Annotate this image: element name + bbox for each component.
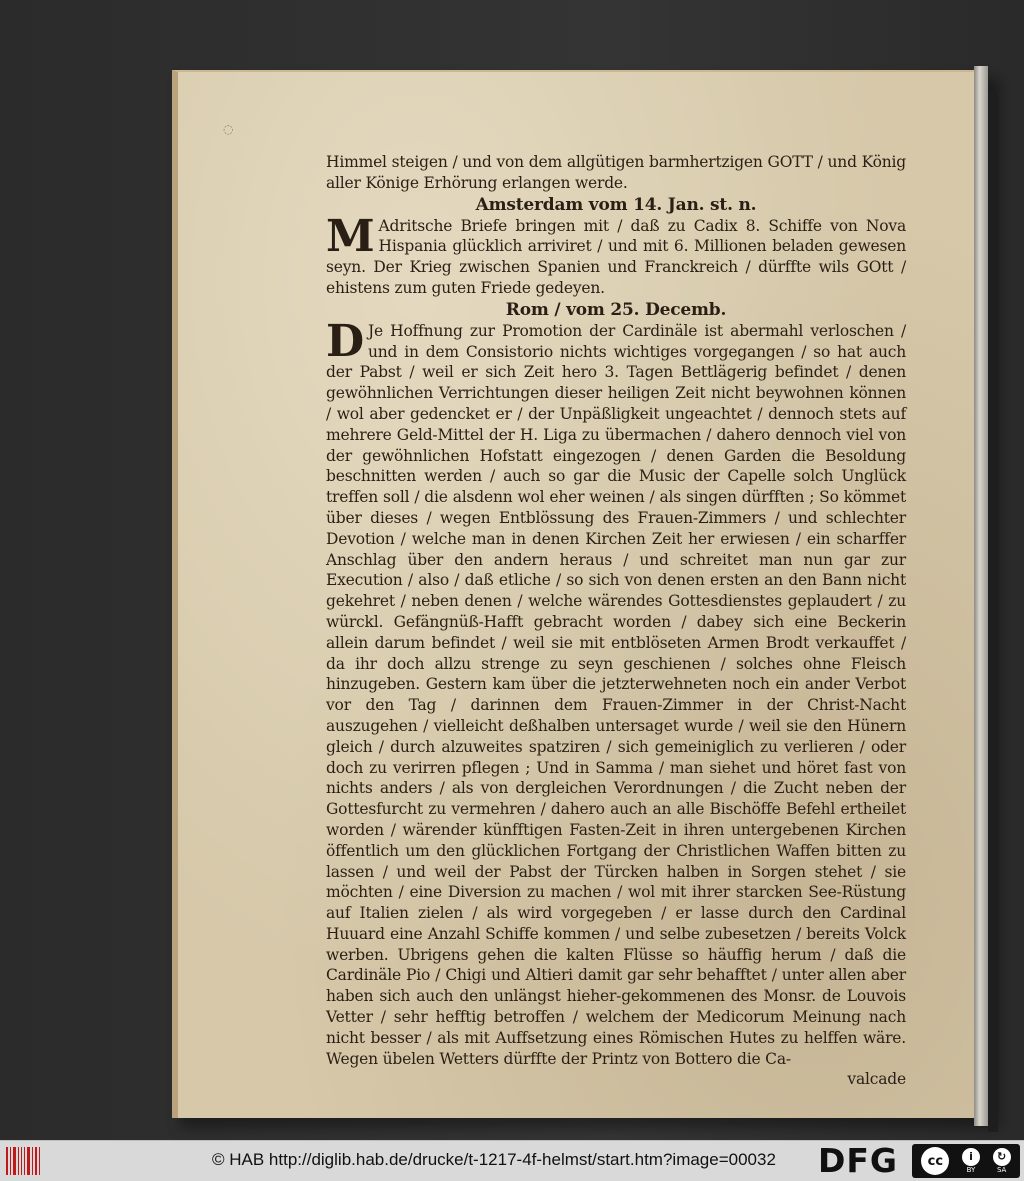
by-column	[962, 1148, 980, 1175]
sa-label: SA	[996, 1165, 1007, 1174]
sa-column	[993, 1148, 1011, 1175]
page-edge	[974, 66, 988, 1126]
by-label: BY	[966, 1165, 976, 1174]
scanned-page	[172, 70, 974, 1118]
dfg-logo[interactable]: DFG	[818, 1141, 899, 1180]
share-alike-icon: ↻	[993, 1148, 1011, 1166]
heading-amsterdam: Amsterdam vom 14. Jan. st. n.	[475, 194, 757, 215]
cc-license-badge[interactable]	[912, 1144, 1020, 1178]
paragraph-rom-text: Je Hoffnung zur Promotion der Cardinäle ist abermahl verloschen / und in dem Consistorio nichts wichtiges vorgegangen / so hat auch der Pabst / weil er sich Zeit hero 3. Tagen Bettlägerig befindet / denen gewöhnlichen Verrichtungen dieser heiligen Zeit nicht beywohnen können / wol aber gedencket er / der Unpäßligkeit ungeachtet / dennoch stets auf mehrere Geld-Mittel der H. Liga zu übermachen / dahero dennoch viel von der gewöhnlichen Hofstatt eingezogen / denen Garden die Besoldung beschnitten werden / auch so gar die Music der Capelle solch Unglück treffen soll / die alsdenn wol eher weinen / als singen dürfften ; So kömmet über dieses / wegen Entblössung des Frauen-Zimmers / und schlechter Devotion / welche man in denen Kirchen Zeit her erwiesen / ein scharffer Anschlag über den andern heraus / und schreitet man nun gar zur Execution / also / daß etliche / so sich von denen ersten an den Bann nicht gekehret / neben denen / welche wärendes Gottesdienstes geplaudert / zu würckl. Gefängnüß-Hafft gebracht worden / dabey sich eine Beckerin allein darum befindet / weil sie mit entblöseten Armen Brodt verkauffet / da ihr doch allzu strenge zu seyn geschienen / solches ohne Fleisch hinzugeben. Gestern kam über die jetzterwehneten noch ein ander Verbot vor den Tag / darinnen dem Frauen-Zimmer in der Christ-Nacht auszugehen / vielleicht deßhalben untersaget wurde / weil sie den Hünern gleich / durch alzuweites spatziren / sich gemeiniglich zu verlieren / oder doch zu verirren pflegen ; Und in Samma / man siehet und höret fast von nichts anders / als von dergleichen Verordnungen / die Zucht neben der Gottesfurcht zu vermehren / dahero auch an alle Bischöffe Befehl ertheilet worden / wärender künfftigen Fasten-Zeit in ihren untergebenen Kirchen öffentlich um den glücklichen Fortgang der Christlichen Waffen bitten zu lassen / und weil der Pabst der Türcken halben in Sorgen stehet / sie möchten / eine Diversion zu machen / wol mit ihrer starcken See-Rüstung auf Italien zielen / als wird vorgegeben / er lasse durch den Cardinal Huuard eine Anzahl Schiffe kommen / und selbe zubesetzen / bereits Volck werben. Ubrigens gehen die kalten Flüsse so häuffig herum / daß die Cardinäle Pio / Chigi und Altieri damit gar sehr behafftet / unter allen aber haben sich auch den unlängst hieher-gekommenen des Monsr. de Louvois Vetter / sehr hefftig betroffen / welchem der Medicorum Meinung nach nicht besser / als mit Auffsetzung eines Römischen Hutes zu helffen wäre. Wegen übelen Wetters dürffte der Printz von Bottero die Ca-	[326, 321, 906, 1068]
dropcap-m: M	[326, 210, 375, 262]
document-text	[326, 152, 906, 1090]
copyright-url[interactable]: © HAB http://diglib.hab.de/drucke/t-1217-4f-helmst/start.htm?image=00032	[212, 1150, 776, 1169]
heading-rom: Rom / vom 25. Decemb.	[505, 299, 727, 320]
paragraph-amsterdam-text: Adritsche Briefe bringen mit / daß zu Cadix 8. Schiffe von Nova Hispania glücklich arriviret / und mit 6. Millionen beladen gewesen seyn. Der Krieg zwischen Spanien und Franckreich / dürffte wils GOtt / ehistens zum guten Friede gedeyen.	[326, 216, 906, 297]
person-icon: i	[962, 1148, 980, 1166]
paragraph-rom	[326, 315, 906, 1070]
footer-bar	[0, 1140, 1024, 1181]
catchword: valcade	[847, 1070, 906, 1089]
paragraph-amsterdam	[326, 210, 906, 299]
page-gutter	[988, 92, 998, 1132]
barcode-icon[interactable]	[6, 1147, 40, 1175]
cc-icon: cc	[921, 1147, 949, 1175]
pencil-mark-icon: ◌	[223, 122, 234, 136]
dropcap-d: D	[326, 315, 364, 367]
top-line: Himmel steigen / und von dem allgütigen barmhertzigen GOTT / und König aller Könige Erhörung erlangen werde.	[326, 153, 906, 192]
